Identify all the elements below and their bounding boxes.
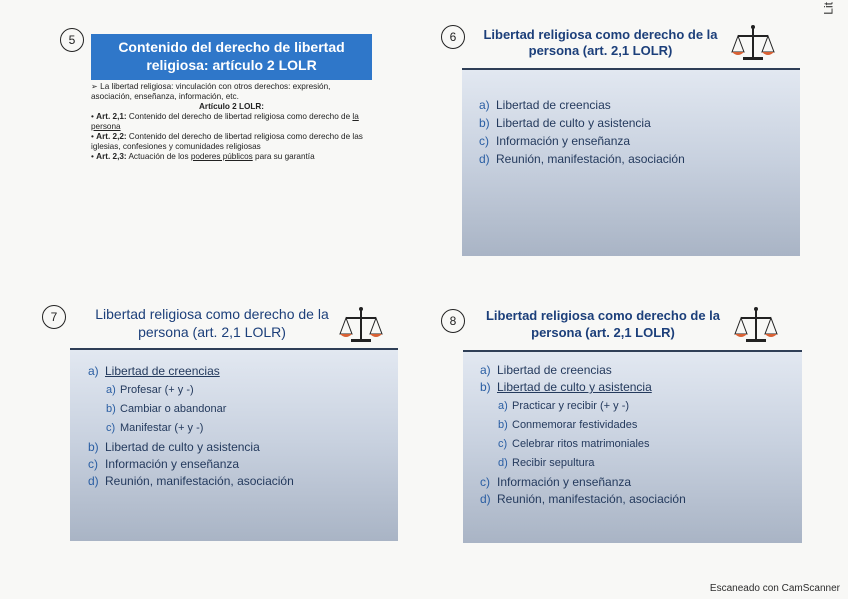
- slide-8-item-b: b) Libertad de culto y asistencia: [480, 380, 652, 394]
- slide-6-item-a: a) Libertad de creencias: [479, 98, 611, 112]
- slide-7-item-d: d) Reunión, manifestación, asociación: [88, 474, 294, 488]
- slide-6-item-c: c) Información y enseñanza: [479, 134, 631, 148]
- slide-5-title: Contenido del derecho de libertad religiosa: artículo 2 LOLR: [91, 34, 372, 80]
- slide-number-6: 6: [441, 25, 465, 49]
- slide-7-subitem-a: a) Profesar (+ y -): [106, 384, 194, 396]
- slide-5-item-1: • Art. 2,1: Contenido del derecho de libertad religiosa como derecho de la persona: [91, 112, 359, 131]
- slide-7-subitem-b: b) Cambiar o abandonar: [106, 403, 227, 415]
- slide-8-subitem-d: d) Recibir sepultura: [498, 457, 595, 469]
- slide-5-intro: ➢ La libertad religiosa: vinculación con otros derechos: expresión, asociación, enseñanza, información, etc.: [91, 82, 331, 101]
- slide-7-title: Libertad religiosa como derecho de la persona (art. 2,1 LOLR): [95, 306, 329, 340]
- slide-6-item-d: d) Reunión, manifestación, asociación: [479, 152, 685, 166]
- slide-8-item-c: c) Información y enseñanza: [480, 475, 632, 489]
- corner-handwritten-note: Lit: [822, 2, 836, 15]
- slide-8-item-a: a) Libertad de creencias: [480, 363, 612, 377]
- slide-5-body: [91, 82, 372, 242]
- slide-number-8: 8: [441, 309, 465, 333]
- slide-7-item-a: a) Libertad de creencias: [88, 364, 220, 378]
- slide-number-7: 7: [42, 305, 66, 329]
- slide-8-list: [480, 362, 686, 508]
- scales-of-justice-icon: [731, 24, 775, 62]
- scales-of-justice-icon: [339, 306, 383, 344]
- slide-7-item-b: b) Libertad de culto y asistencia: [88, 440, 260, 454]
- slide-5-item-3: • Art. 2,3: Actuación de los poderes públicos para su garantía: [91, 152, 315, 161]
- slide-8-subitem-a: a) Practicar y recibir (+ y -): [498, 400, 630, 412]
- slide-5-item-2: • Art. 2,2: Contenido del derecho de libertad religiosa como derecho de las iglesias, confesiones y comunidades religiosas: [91, 132, 363, 151]
- slide-number-5: 5: [60, 28, 84, 52]
- scanner-watermark: Escaneado con CamScanner: [709, 583, 840, 594]
- slide-7-list: [88, 363, 294, 490]
- slide-6-item-b: b) Libertad de culto y asistencia: [479, 116, 651, 130]
- slide-7-subitem-c: c) Manifestar (+ y -): [106, 422, 204, 434]
- slide-8-item-d: d) Reunión, manifestación, asociación: [480, 492, 686, 506]
- scales-of-justice-icon: [734, 306, 778, 344]
- slide-6-title: Libertad religiosa como derecho de la persona (art. 2,1 LOLR): [483, 27, 718, 58]
- slide-8-subitem-c: c) Celebrar ritos matrimoniales: [498, 438, 650, 450]
- slide-8-subitem-b: b) Conmemorar festividades: [498, 419, 638, 431]
- slide-8-title: Libertad religiosa como derecho de la persona (art. 2,1 LOLR): [485, 308, 721, 340]
- slide-5-article-title: Artículo 2 LOLR:: [198, 102, 265, 111]
- slide-7-item-c: c) Información y enseñanza: [88, 457, 240, 471]
- slide-6-list: [479, 96, 685, 168]
